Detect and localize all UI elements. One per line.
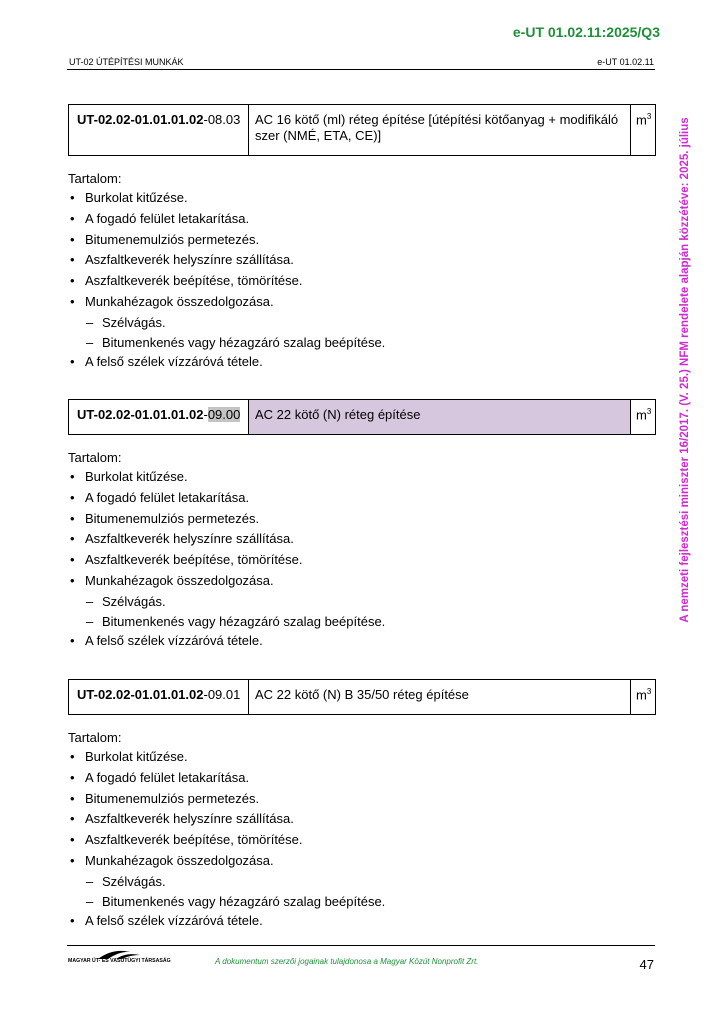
list-item: • Bitumenemulziós permetezés. — [68, 230, 656, 251]
sub-list-item: – Bitumenkenés vagy hézagzáró szalag beépítése. — [85, 612, 656, 632]
item-description: AC 16 kötő (ml) réteg építése [útépítési kötőanyag + modifikáló szer (NMÉ, ETA, CE)] — [249, 105, 631, 155]
list-item: • Burkolat kitűzése. — [68, 188, 656, 209]
unit-base: m — [636, 112, 647, 128]
item-code-main: UT-02.02-01.01.01.02 — [77, 687, 204, 702]
list-item: • Burkolat kitűzése. — [68, 747, 656, 768]
item-code-highlight: 09.00 — [207, 407, 241, 422]
sub-list-item: – Szélvágás. — [85, 872, 656, 892]
unit-exponent: 3 — [646, 407, 652, 416]
content-title: Tartalom: — [68, 730, 122, 745]
content-list — [68, 747, 656, 932]
item-header-table — [68, 399, 656, 435]
item-code-main: UT-02.02-01.01.01.02 — [77, 112, 204, 127]
sub-list-item: – Szélvágás. — [85, 592, 656, 612]
sub-list-item: – Bitumenkenés vagy hézagzáró szalag beépítése. — [85, 892, 656, 912]
unit-exponent: 3 — [646, 687, 652, 696]
item-header-table — [68, 104, 656, 156]
unit-base: m — [636, 407, 647, 423]
item-description: AC 22 kötő (N) B 35/50 réteg építése — [249, 680, 631, 714]
item-code-suffix: -08.03 — [203, 112, 241, 127]
item-code-main: UT-02.02-01.01.01.02 — [77, 407, 204, 422]
content-title: Tartalom: — [68, 450, 122, 465]
list-item: • Aszfaltkeverék helyszínre szállítása. — [68, 529, 656, 550]
list-item: • Bitumenemulziós permetezés. — [68, 509, 656, 530]
item-code — [69, 105, 249, 155]
document-code: e-UT 01.02.11:2025/Q3 — [512, 24, 660, 40]
list-item: • Aszfaltkeverék beépítése, tömörítése. — [68, 550, 656, 571]
item-code — [69, 400, 249, 434]
item-unit — [631, 680, 655, 714]
list-item: • A felső szélek vízzáróvá tétele. — [68, 631, 656, 652]
copyright-notice: A dokumentum szerzői jogainak tulajdonosa a Magyar Közút Nonprofit Zrt. — [215, 957, 479, 966]
list-item-label: Munkahézagok összedolgozása. — [85, 293, 274, 309]
list-item: • Aszfaltkeverék beépítése, tömörítése. — [68, 271, 656, 292]
sub-list — [85, 592, 656, 632]
list-item: • Aszfaltkeverék beépítése, tömörítése. — [68, 830, 656, 851]
list-item-label: Munkahézagok összedolgozása. — [85, 572, 274, 588]
side-note-text: A nemzeti fejlesztési miniszter 16/2017. (V. 25.) NFM rendelete alapján közzétéve: 2025. július — [679, 117, 691, 623]
list-item — [68, 571, 656, 631]
list-item: • Bitumenemulziós permetezés. — [68, 789, 656, 810]
item-unit — [631, 400, 655, 434]
list-item: • Burkolat kitűzése. — [68, 467, 656, 488]
sub-list-item: – Bitumenkenés vagy hézagzáró szalag beépítése. — [85, 333, 656, 353]
list-item: • A fogadó felület letakarítása. — [68, 768, 656, 789]
sub-list — [85, 313, 656, 353]
list-item: • A fogadó felület letakarítása. — [68, 209, 656, 230]
item-code — [69, 680, 249, 714]
content-list — [68, 467, 656, 652]
list-item: • A felső szélek vízzáróvá tétele. — [68, 352, 656, 373]
running-header-left: UT-02 ÚTÉPÍTÉSI MUNKÁK — [69, 57, 184, 67]
society-logo — [68, 946, 171, 970]
item-code-dash: - — [203, 407, 208, 422]
sub-list — [85, 872, 656, 912]
list-item — [68, 851, 656, 911]
content-title: Tartalom: — [68, 171, 122, 186]
item-unit — [631, 105, 655, 155]
item-09-01 — [68, 679, 656, 932]
sub-list-item: – Szélvágás. — [85, 313, 656, 333]
list-item: • A felső szélek vízzáróvá tétele. — [68, 911, 656, 932]
list-item — [68, 292, 656, 352]
unit-base: m — [636, 687, 647, 703]
logo-text: MAGYAR ÚT- ÉS VASÚTÜGYI TÁRSASÁG — [68, 958, 171, 964]
item-header-table — [68, 679, 656, 715]
item-code-suffix: -09.01 — [203, 687, 241, 702]
list-item-label: Munkahézagok összedolgozása. — [85, 852, 274, 868]
item-08-03 — [68, 104, 656, 373]
list-item: • A fogadó felület letakarítása. — [68, 488, 656, 509]
running-header-right: e-UT 01.02.11 — [597, 57, 654, 67]
content-list — [68, 188, 656, 373]
list-item: • Aszfaltkeverék helyszínre szállítása. — [68, 250, 656, 271]
item-description: AC 22 kötő (N) réteg építése — [249, 400, 631, 434]
header-rule — [67, 69, 655, 70]
list-item: • Aszfaltkeverék helyszínre szállítása. — [68, 809, 656, 830]
page-number: 47 — [639, 957, 654, 972]
unit-exponent: 3 — [646, 112, 652, 121]
item-09-00 — [68, 399, 656, 652]
